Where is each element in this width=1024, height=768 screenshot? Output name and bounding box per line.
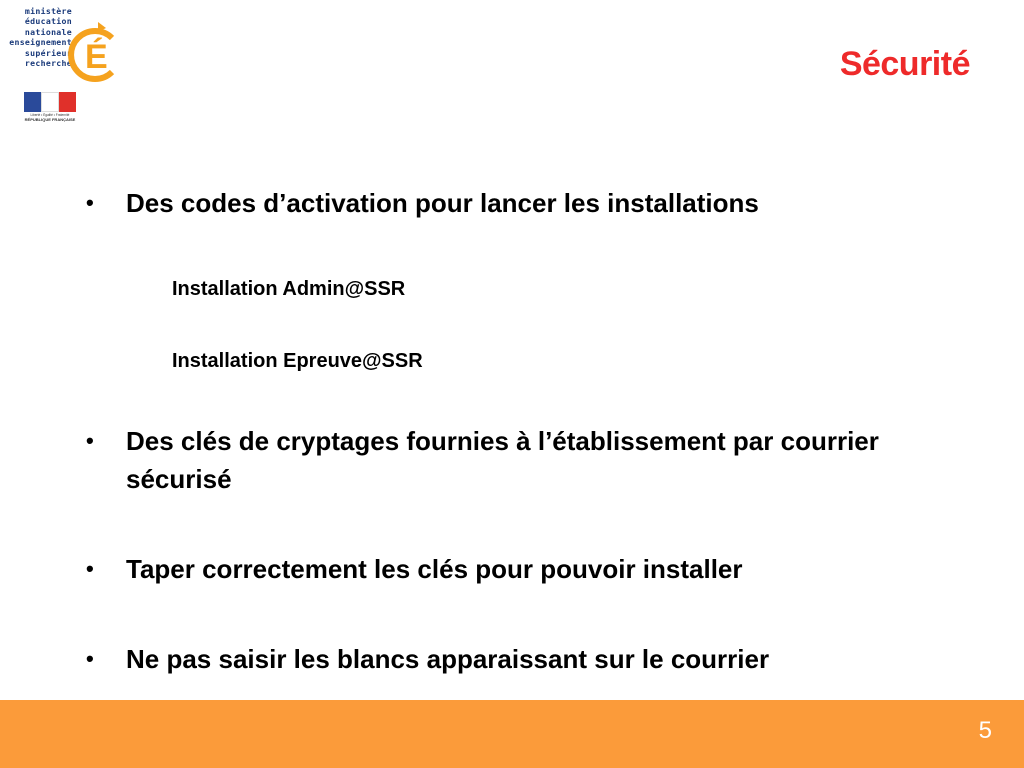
logo-word: recherche — [24, 58, 72, 69]
logo-letter: É — [85, 38, 108, 76]
bullet-marker: • — [86, 190, 94, 215]
page-number: 5 — [978, 717, 992, 744]
sub-item: Installation Epreuve@SSR — [172, 350, 423, 372]
logo-word: éducation — [24, 16, 72, 27]
flag-motto: Liberté • Égalité • Fraternité — [30, 113, 70, 117]
ministry-logo — [6, 6, 124, 124]
bullet-text: Des clés de cryptages fournies à l’établissement par courrier sécurisé — [126, 426, 879, 494]
slide-title: Sécurité — [839, 45, 970, 83]
logo-word: nationale — [24, 26, 72, 37]
sub-item: Installation Admin@SSR — [172, 278, 406, 300]
e-acute-logo-icon — [68, 20, 120, 82]
flag-icon — [24, 92, 76, 112]
flag-name: RÉPUBLIQUE FRANÇAISE — [24, 117, 76, 122]
bullet-marker: • — [86, 556, 94, 581]
bullet-marker: • — [86, 646, 94, 671]
footer-bar — [0, 700, 1024, 768]
bullet-text: Taper correctement les clés pour pouvoir installer — [126, 554, 743, 584]
logo-word: enseignement — [9, 37, 72, 48]
bullet-text: Ne pas saisir les blancs apparaissant sur le courrier — [126, 644, 770, 674]
logo-word: ministère — [24, 6, 72, 16]
ministry-name — [6, 6, 72, 68]
bullet-text: Des codes d’activation pour lancer les installations — [126, 188, 759, 218]
logo-word: supérieur — [24, 47, 72, 58]
french-republic-flag — [24, 92, 76, 122]
bullet-marker: • — [86, 428, 94, 453]
